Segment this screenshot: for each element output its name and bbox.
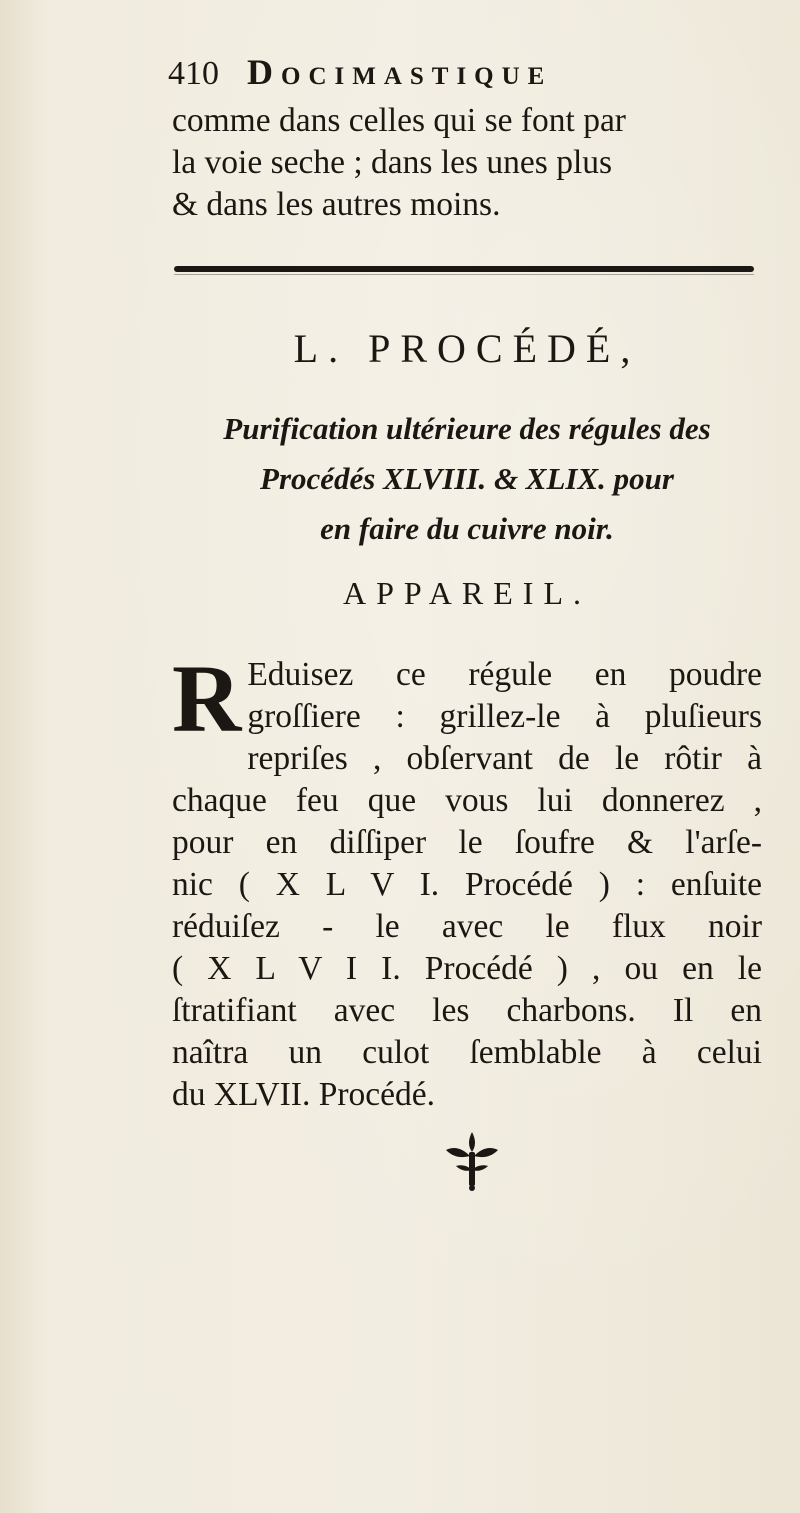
text-line: pour en diſſiper le ſoufre & l'arſe- bbox=[172, 824, 762, 861]
subtitle-line: en faire du cuivre noir. bbox=[320, 511, 614, 546]
text-line: ( X L V I I. Procédé ) , ou en le bbox=[172, 950, 762, 987]
text-line: ſtratifiant avec les charbons. Il en bbox=[172, 992, 762, 1029]
text-line: naîtra un culot ſemblable à celui bbox=[172, 1034, 762, 1071]
section-subtitle bbox=[172, 404, 762, 554]
text-line: du XLVII. Procédé. bbox=[172, 1076, 435, 1113]
apparatus-heading: APPAREIL. bbox=[343, 575, 591, 611]
intro-paragraph bbox=[172, 100, 762, 226]
text-line: réduiſez - le avec le flux noir bbox=[172, 908, 762, 945]
drop-cap: R bbox=[172, 645, 242, 752]
text-line: repriſes , obſervant de le rôtir à bbox=[247, 740, 762, 777]
text-line: Eduisez ce régule en poudre bbox=[247, 656, 762, 693]
running-title: Docimastique bbox=[247, 52, 553, 92]
page-number: 410 bbox=[168, 55, 219, 92]
page-header bbox=[168, 46, 728, 96]
body-paragraph bbox=[172, 645, 762, 1116]
fleuron-icon bbox=[442, 1128, 502, 1192]
text-line: & dans les autres moins. bbox=[172, 186, 501, 223]
text-line: comme dans celles qui se font par bbox=[172, 102, 626, 139]
text-line: la voie seche ; dans les unes plus bbox=[172, 144, 613, 181]
text-line: chaque feu que vous lui donnerez , bbox=[172, 782, 762, 819]
section-title: L. PROCÉDÉ, bbox=[293, 326, 641, 371]
text-line: nic ( X L V I. Procédé ) : enſuite bbox=[172, 866, 762, 903]
subtitle-line: Procédés XLVIII. & XLIX. pour bbox=[260, 461, 674, 496]
section-rule bbox=[174, 266, 754, 272]
subtitle-line: Purification ultérieure des régules des bbox=[223, 411, 711, 446]
text-line: groſſiere : grillez-le à pluſieurs bbox=[247, 698, 762, 735]
